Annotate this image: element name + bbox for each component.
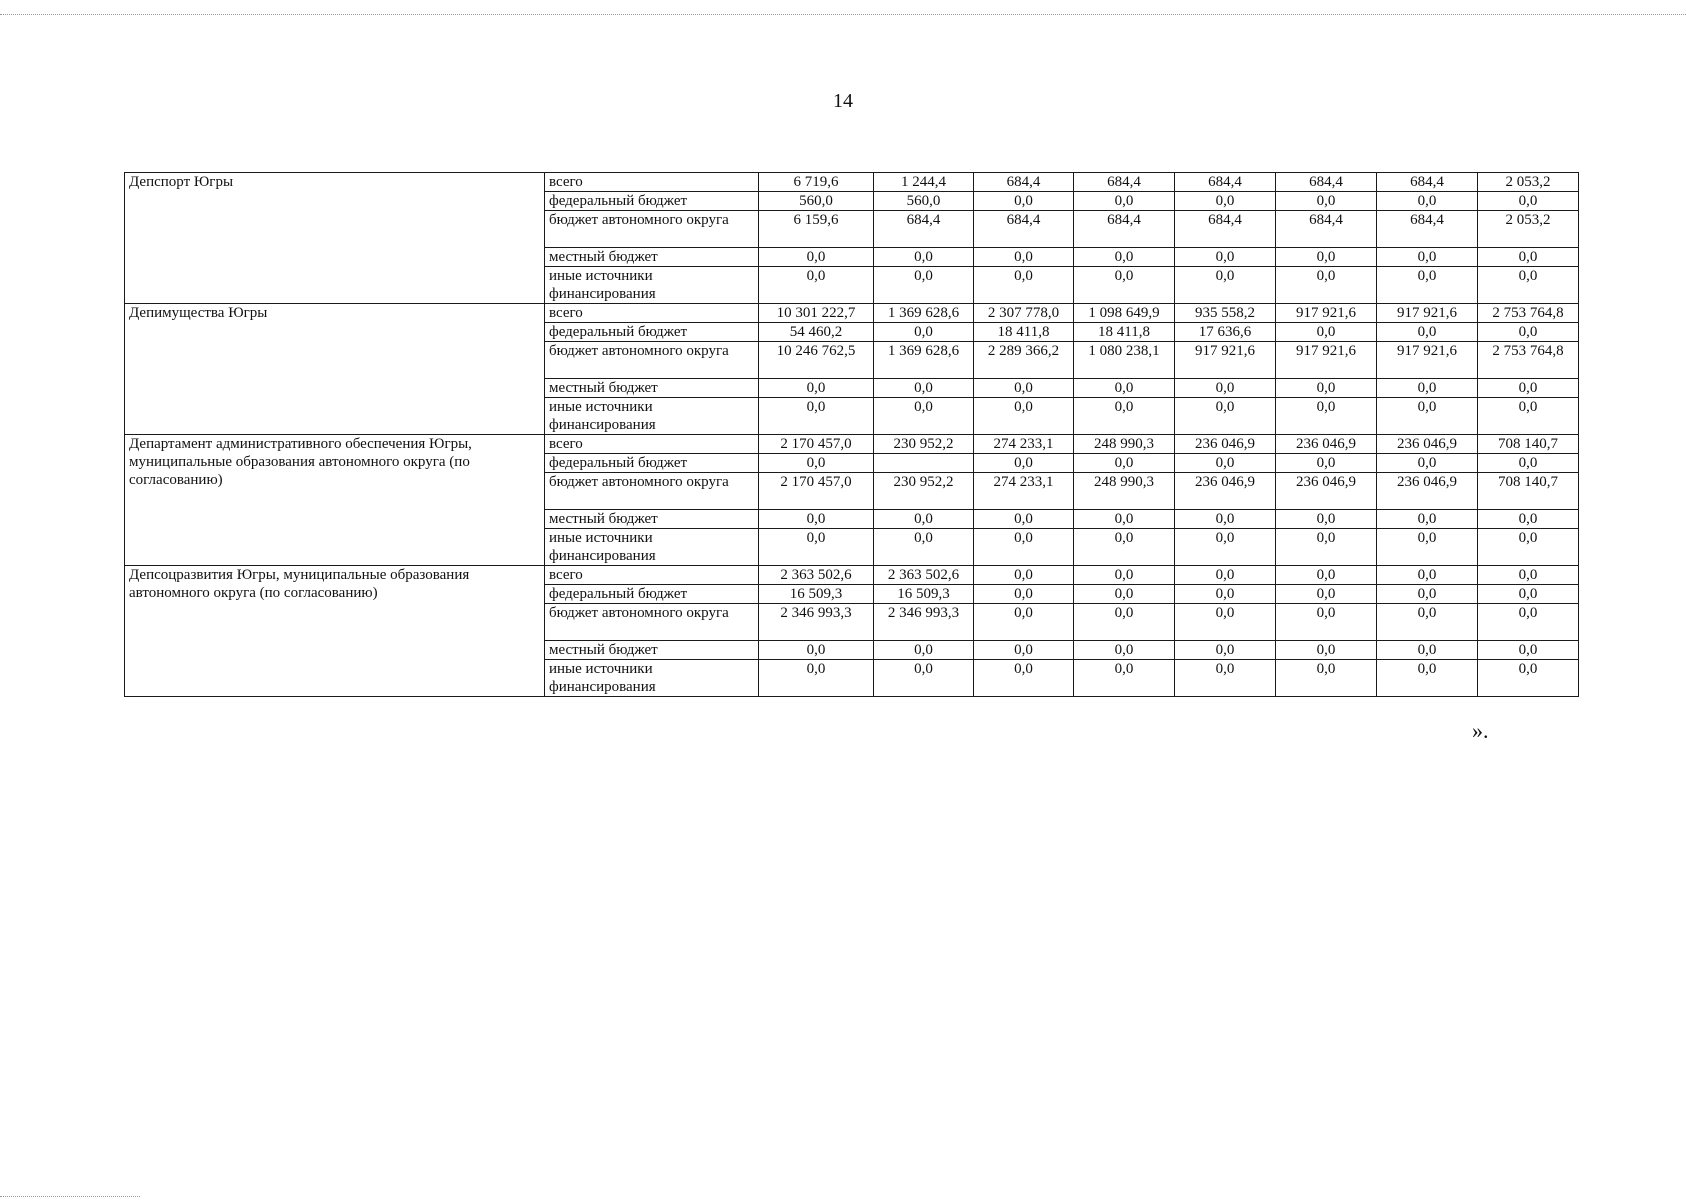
amount-cell: 1 080 238,1	[1074, 342, 1175, 379]
amount-cell: 1 244,4	[874, 173, 974, 192]
amount-cell: 0,0	[1276, 604, 1377, 641]
amount-cell: 0,0	[759, 529, 874, 566]
amount-cell: 2 363 502,6	[759, 566, 874, 585]
amount-cell: 0,0	[759, 248, 874, 267]
amount-cell: 917 921,6	[1377, 304, 1478, 323]
amount-cell: 0,0	[974, 660, 1074, 697]
amount-cell: 2 053,2	[1478, 173, 1579, 192]
amount-cell: 0,0	[759, 454, 874, 473]
amount-cell: 0,0	[1478, 192, 1579, 211]
amount-cell: 684,4	[1175, 211, 1276, 248]
funding-source-cell: всего	[545, 173, 759, 192]
amount-cell: 0,0	[1276, 267, 1377, 304]
amount-cell: 0,0	[1276, 379, 1377, 398]
amount-cell: 0,0	[1074, 398, 1175, 435]
amount-cell: 2 307 778,0	[974, 304, 1074, 323]
amount-cell: 684,4	[1276, 211, 1377, 248]
funding-source-cell: бюджет автономного округа	[545, 473, 759, 510]
amount-cell: 0,0	[1074, 566, 1175, 585]
amount-cell: 10 246 762,5	[759, 342, 874, 379]
amount-cell: 0,0	[759, 267, 874, 304]
amount-cell: 6 719,6	[759, 173, 874, 192]
funding-source-cell: иные источники финансирования	[545, 660, 759, 697]
amount-cell: 0,0	[1478, 323, 1579, 342]
amount-cell: 0,0	[1074, 604, 1175, 641]
amount-cell: 0,0	[1377, 604, 1478, 641]
amount-cell: 0,0	[874, 641, 974, 660]
amount-cell: 248 990,3	[1074, 473, 1175, 510]
amount-cell: 2 170 457,0	[759, 473, 874, 510]
amount-cell: 0,0	[1175, 529, 1276, 566]
amount-cell: 0,0	[759, 660, 874, 697]
amount-cell: 0,0	[1276, 510, 1377, 529]
amount-cell: 0,0	[1074, 192, 1175, 211]
amount-cell: 0,0	[974, 641, 1074, 660]
amount-cell: 54 460,2	[759, 323, 874, 342]
amount-cell: 0,0	[1074, 641, 1175, 660]
amount-cell: 2 753 764,8	[1478, 304, 1579, 323]
amount-cell: 0,0	[1478, 398, 1579, 435]
amount-cell: 0,0	[1377, 323, 1478, 342]
amount-cell: 0,0	[1377, 398, 1478, 435]
amount-cell: 236 046,9	[1175, 435, 1276, 454]
amount-cell: 0,0	[1276, 529, 1377, 566]
amount-cell: 0,0	[974, 529, 1074, 566]
amount-cell: 917 921,6	[1377, 342, 1478, 379]
funding-source-cell: всего	[545, 304, 759, 323]
amount-cell: 236 046,9	[1377, 473, 1478, 510]
funding-source-cell: всего	[545, 435, 759, 454]
funding-source-cell: бюджет автономного округа	[545, 211, 759, 248]
amount-cell: 0,0	[974, 248, 1074, 267]
amount-cell: 2 363 502,6	[874, 566, 974, 585]
funding-source-cell: местный бюджет	[545, 248, 759, 267]
amount-cell: 0,0	[1377, 267, 1478, 304]
amount-cell: 0,0	[1377, 510, 1478, 529]
amount-cell: 0,0	[1074, 248, 1175, 267]
amount-cell: 248 990,3	[1074, 435, 1175, 454]
amount-cell: 684,4	[874, 211, 974, 248]
amount-cell: 0,0	[1276, 660, 1377, 697]
amount-cell: 0,0	[1377, 248, 1478, 267]
funding-source-cell: федеральный бюджет	[545, 323, 759, 342]
amount-cell: 0,0	[1074, 585, 1175, 604]
amount-cell: 0,0	[874, 398, 974, 435]
amount-cell: 6 159,6	[759, 211, 874, 248]
amount-cell: 0,0	[1377, 379, 1478, 398]
amount-cell: 0,0	[1175, 192, 1276, 211]
amount-cell: 0,0	[1478, 379, 1579, 398]
amount-cell: 0,0	[759, 398, 874, 435]
amount-cell: 0,0	[1478, 604, 1579, 641]
amount-cell: 0,0	[1175, 566, 1276, 585]
amount-cell: 0,0	[1276, 641, 1377, 660]
amount-cell: 0,0	[974, 379, 1074, 398]
amount-cell: 708 140,7	[1478, 473, 1579, 510]
scan-edge-bottom	[0, 1196, 140, 1197]
amount-cell: 0,0	[874, 323, 974, 342]
funding-source-cell: местный бюджет	[545, 641, 759, 660]
budget-table	[124, 172, 1579, 697]
amount-cell: 0,0	[1276, 398, 1377, 435]
amount-cell: 0,0	[1377, 529, 1478, 566]
amount-cell: 1 369 628,6	[874, 304, 974, 323]
amount-cell: 236 046,9	[1175, 473, 1276, 510]
funding-source-cell: иные источники финансирования	[545, 267, 759, 304]
amount-cell: 917 921,6	[1276, 342, 1377, 379]
funding-source-cell: федеральный бюджет	[545, 585, 759, 604]
amount-cell: 0,0	[1276, 192, 1377, 211]
amount-cell: 17 636,6	[1175, 323, 1276, 342]
amount-cell: 0,0	[874, 660, 974, 697]
amount-cell: 0,0	[974, 585, 1074, 604]
amount-cell: 684,4	[974, 211, 1074, 248]
amount-cell: 917 921,6	[1276, 304, 1377, 323]
amount-cell: 0,0	[1478, 641, 1579, 660]
amount-cell: 0,0	[1478, 660, 1579, 697]
amount-cell: 236 046,9	[1377, 435, 1478, 454]
amount-cell: 2 170 457,0	[759, 435, 874, 454]
funding-source-cell: иные источники финансирования	[545, 529, 759, 566]
table-row	[125, 435, 1579, 454]
amount-cell: 0,0	[1478, 267, 1579, 304]
amount-cell: 1 098 649,9	[1074, 304, 1175, 323]
scan-edge-top	[0, 14, 1686, 15]
amount-cell: 560,0	[874, 192, 974, 211]
amount-cell: 0,0	[1276, 248, 1377, 267]
amount-cell: 684,4	[1377, 211, 1478, 248]
amount-cell: 2 753 764,8	[1478, 342, 1579, 379]
amount-cell: 10 301 222,7	[759, 304, 874, 323]
funding-source-cell: иные источники финансирования	[545, 398, 759, 435]
amount-cell: 0,0	[1175, 585, 1276, 604]
amount-cell: 230 952,2	[874, 435, 974, 454]
amount-cell: 0,0	[1276, 585, 1377, 604]
amount-cell: 2 289 366,2	[974, 342, 1074, 379]
amount-cell: 230 952,2	[874, 473, 974, 510]
amount-cell: 684,4	[1074, 211, 1175, 248]
amount-cell: 560,0	[759, 192, 874, 211]
table-row	[125, 566, 1579, 585]
amount-cell: 0,0	[1276, 454, 1377, 473]
amount-cell: 274 233,1	[974, 435, 1074, 454]
responsible-org-cell: Депсоцразвития Югры, муниципальные образования автономного округа (по согласованию)	[125, 566, 545, 697]
amount-cell: 0,0	[974, 566, 1074, 585]
table-row	[125, 304, 1579, 323]
amount-cell: 0,0	[1074, 267, 1175, 304]
amount-cell: 0,0	[874, 510, 974, 529]
amount-cell: 16 509,3	[759, 585, 874, 604]
amount-cell: 0,0	[874, 379, 974, 398]
amount-cell: 0,0	[1377, 192, 1478, 211]
amount-cell: 18 411,8	[974, 323, 1074, 342]
amount-cell: 1 369 628,6	[874, 342, 974, 379]
amount-cell: 0,0	[759, 641, 874, 660]
amount-cell: 0,0	[974, 510, 1074, 529]
amount-cell: 0,0	[1276, 323, 1377, 342]
amount-cell: 0,0	[1377, 585, 1478, 604]
amount-cell: 0,0	[759, 510, 874, 529]
funding-source-cell: федеральный бюджет	[545, 192, 759, 211]
page-number: 14	[833, 90, 853, 112]
closing-quote-mark: ».	[1472, 718, 1489, 743]
funding-source-cell: местный бюджет	[545, 379, 759, 398]
amount-cell: 0,0	[1175, 379, 1276, 398]
amount-cell: 0,0	[1478, 529, 1579, 566]
amount-cell: 0,0	[1175, 660, 1276, 697]
funding-source-cell: федеральный бюджет	[545, 454, 759, 473]
amount-cell: 0,0	[1175, 248, 1276, 267]
amount-cell: 0,0	[1478, 585, 1579, 604]
amount-cell: 684,4	[1074, 173, 1175, 192]
amount-cell: 0,0	[1175, 510, 1276, 529]
amount-cell: 274 233,1	[974, 473, 1074, 510]
amount-cell: 18 411,8	[1074, 323, 1175, 342]
amount-cell: 0,0	[1478, 454, 1579, 473]
amount-cell: 684,4	[1276, 173, 1377, 192]
amount-cell: 0,0	[1377, 454, 1478, 473]
responsible-org-cell: Департамент административного обеспечения Югры, муниципальные образования автономного округа (по согласованию)	[125, 435, 545, 566]
amount-cell: 0,0	[1276, 566, 1377, 585]
amount-cell: 2 346 993,3	[759, 604, 874, 641]
amount-cell: 0,0	[1175, 267, 1276, 304]
amount-cell: 0,0	[874, 267, 974, 304]
amount-cell: 0,0	[974, 454, 1074, 473]
amount-cell: 0,0	[974, 267, 1074, 304]
amount-cell: 684,4	[1377, 173, 1478, 192]
amount-cell: 0,0	[974, 604, 1074, 641]
funding-source-cell: бюджет автономного округа	[545, 604, 759, 641]
responsible-org-cell: Депспорт Югры	[125, 173, 545, 304]
amount-cell: 0,0	[1377, 660, 1478, 697]
amount-cell: 0,0	[974, 398, 1074, 435]
amount-cell: 0,0	[974, 192, 1074, 211]
amount-cell: 2 346 993,3	[874, 604, 974, 641]
amount-cell: 0,0	[1074, 529, 1175, 566]
amount-cell: 684,4	[974, 173, 1074, 192]
amount-cell: 0,0	[1377, 566, 1478, 585]
amount-cell: 2 053,2	[1478, 211, 1579, 248]
amount-cell: 0,0	[1175, 604, 1276, 641]
amount-cell: 0,0	[1074, 454, 1175, 473]
funding-source-cell: всего	[545, 566, 759, 585]
amount-cell: 0,0	[759, 379, 874, 398]
amount-cell: 0,0	[1074, 510, 1175, 529]
responsible-org-cell: Депимущества Югры	[125, 304, 545, 435]
amount-cell: 0,0	[1074, 660, 1175, 697]
amount-cell: 0,0	[1478, 248, 1579, 267]
amount-cell: 0,0	[1175, 398, 1276, 435]
amount-cell: 0,0	[1478, 510, 1579, 529]
table-row	[125, 173, 1579, 192]
amount-cell: 0,0	[874, 248, 974, 267]
funding-source-cell: местный бюджет	[545, 510, 759, 529]
amount-cell: 0,0	[1175, 641, 1276, 660]
amount-cell: 0,0	[1074, 379, 1175, 398]
amount-cell: 684,4	[1175, 173, 1276, 192]
amount-cell: 0,0	[1377, 641, 1478, 660]
funding-source-cell: бюджет автономного округа	[545, 342, 759, 379]
amount-cell: 0,0	[1175, 454, 1276, 473]
amount-cell: 236 046,9	[1276, 473, 1377, 510]
amount-cell: 16 509,3	[874, 585, 974, 604]
amount-cell: 236 046,9	[1276, 435, 1377, 454]
amount-cell: 708 140,7	[1478, 435, 1579, 454]
amount-cell	[874, 454, 974, 473]
amount-cell: 0,0	[874, 529, 974, 566]
budget-table-body	[125, 173, 1579, 697]
amount-cell: 935 558,2	[1175, 304, 1276, 323]
amount-cell: 0,0	[1478, 566, 1579, 585]
amount-cell: 917 921,6	[1175, 342, 1276, 379]
